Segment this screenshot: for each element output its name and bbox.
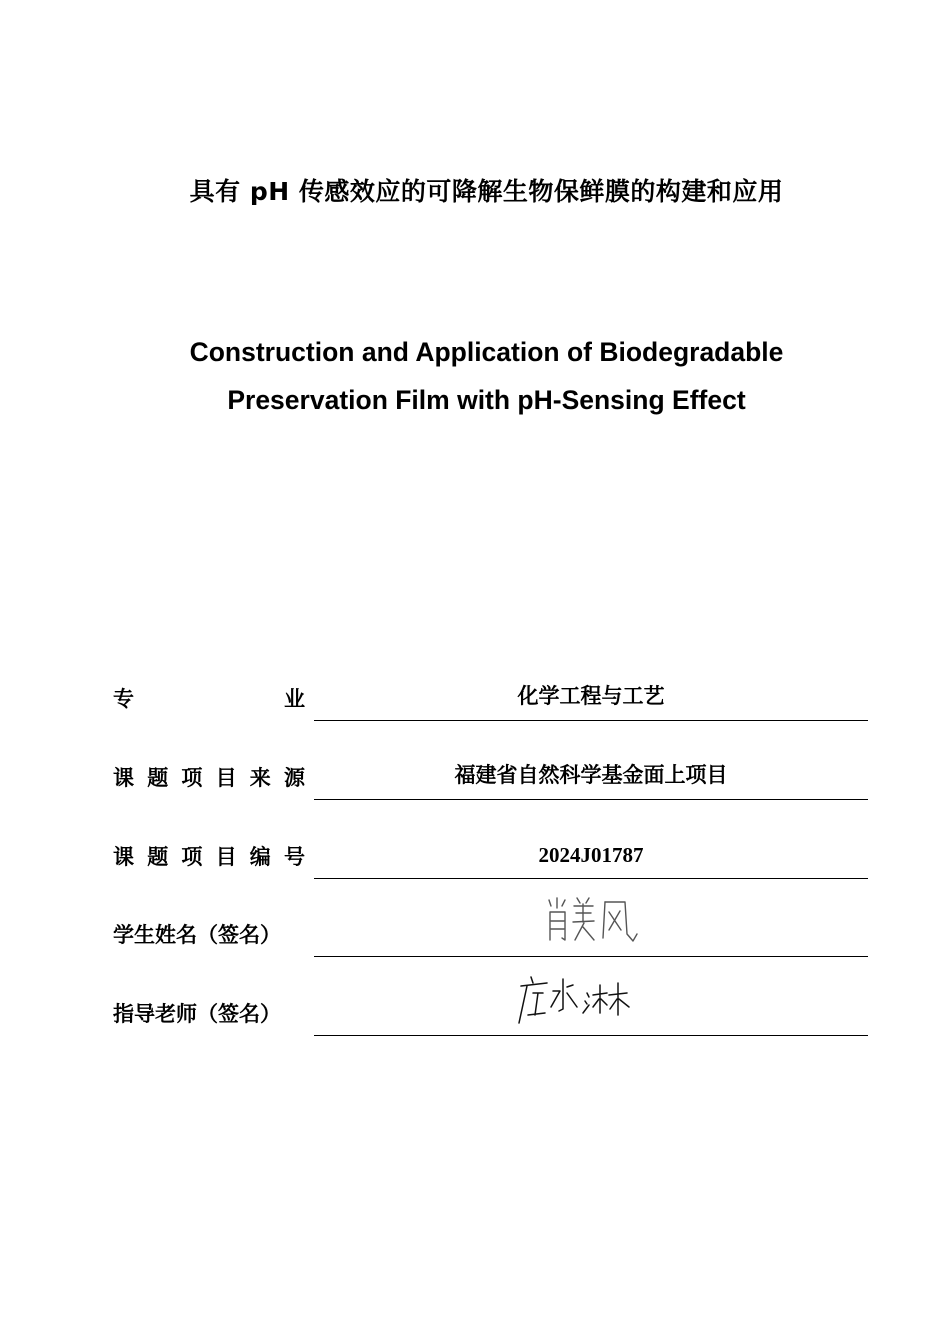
source-field: [314, 759, 868, 800]
source-label-char: 来: [249, 766, 271, 790]
number-value: 2024J01787: [538, 843, 644, 867]
source-label-char: 源: [283, 766, 305, 790]
advisor-row: [113, 958, 868, 1036]
student-signature-icon: [541, 894, 641, 952]
major-value: 化学工程与工艺: [517, 684, 665, 708]
advisor-signature: [314, 971, 868, 1031]
number-label-char: 编: [249, 845, 271, 869]
number-field: [314, 838, 868, 879]
major-label-char: 业: [284, 687, 305, 711]
number-label-char: 课: [113, 845, 134, 869]
source-label: [113, 762, 305, 792]
student-signature: [314, 892, 868, 952]
chinese-title: 具有 pH 传感效应的可降解生物保鲜膜的构建和应用: [189, 177, 784, 206]
advisor-signature-icon: [515, 971, 635, 1031]
major-field: [314, 680, 868, 721]
major-label-char: 专: [113, 687, 134, 711]
number-label-char: 题: [147, 845, 169, 869]
major-row: [113, 643, 868, 721]
number-row: [113, 801, 868, 879]
number-label: [113, 841, 305, 871]
source-label-char: 题: [147, 766, 169, 790]
source-label-char: 目: [215, 766, 237, 790]
number-label-char: 目: [215, 845, 237, 869]
source-label-char: 项: [181, 766, 203, 790]
source-label-char: 课: [113, 766, 134, 790]
student-signature-field: [314, 916, 868, 957]
english-title-line2: Preservation Film with pH-Sensing Effect: [227, 385, 746, 415]
advisor-label: 指导老师（签名）: [113, 1002, 281, 1026]
number-label-char: 项: [181, 845, 203, 869]
advisor-signature-field: [314, 995, 868, 1036]
english-title-line1: Construction and Application of Biodegradable: [189, 337, 784, 367]
major-label: [113, 683, 305, 713]
source-row: [113, 722, 868, 800]
number-label-char: 号: [283, 845, 305, 869]
student-row: [113, 879, 868, 957]
student-label: 学生姓名（签名）: [113, 923, 281, 947]
source-value: 福建省自然科学基金面上项目: [454, 763, 728, 787]
